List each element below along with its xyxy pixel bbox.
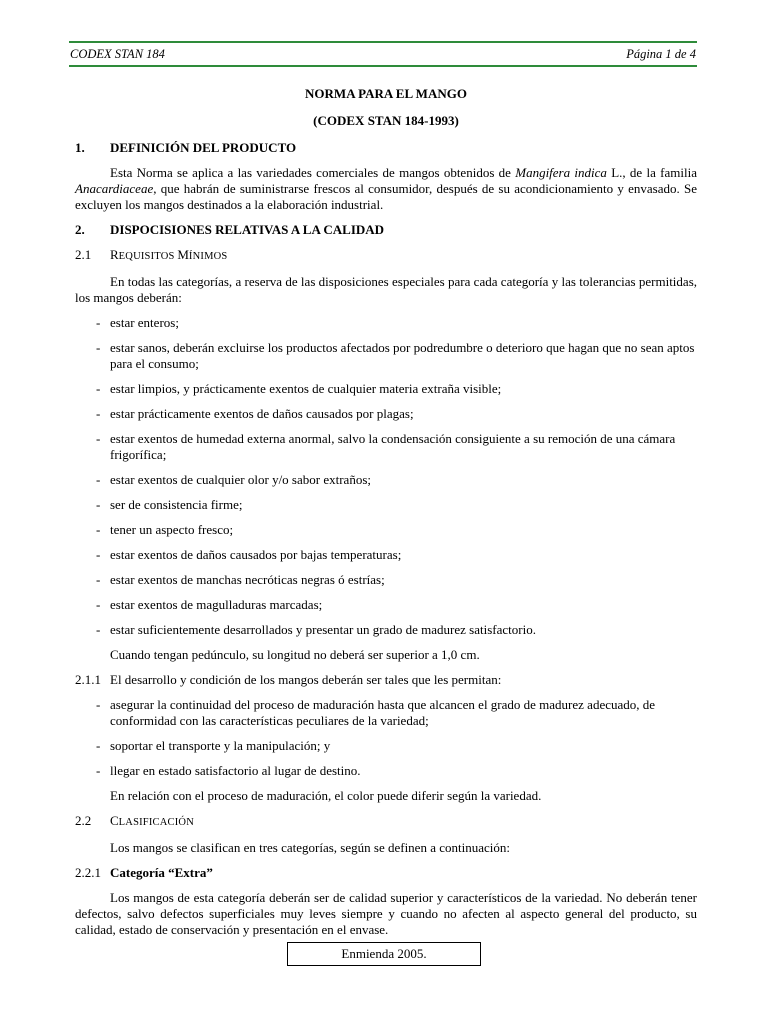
section-number: 2.1 bbox=[75, 247, 92, 262]
header-page-number: Página 1 de 4 bbox=[626, 47, 696, 61]
page-header bbox=[69, 41, 697, 67]
stem-length-note: Cuando tengan pedúnculo, su longitud no deberá ser superior a 1,0 cm. bbox=[110, 647, 480, 662]
text-run: , que habrán de suministrarse frescos al consumidor, después de su acondicionamiento y envasado. Se excluyen los mangos destinados a la elaboración industrial. bbox=[75, 181, 697, 212]
list-item-text: estar sanos, deberán excluirse los productos afectados por podredumbre o deterioro que hagan que no sean aptos para el consumo; bbox=[110, 340, 695, 371]
section-number: 2.2 bbox=[75, 813, 92, 828]
section-number: 2. bbox=[75, 222, 85, 237]
section-2-heading bbox=[75, 222, 697, 238]
section-title: El desarrollo y condición de los mangos deberán ser tales que les permitan: bbox=[110, 672, 502, 687]
document-body bbox=[75, 86, 697, 947]
list-item-text: asegurar la continuidad del proceso de maduración hasta que alcancen el grado de madurez adecuado, de conformidad con las características peculiares de la variedad; bbox=[110, 697, 656, 728]
dash-bullet: - bbox=[96, 340, 101, 355]
dash-bullet: - bbox=[96, 381, 101, 396]
list-item bbox=[75, 622, 697, 638]
ripening-color-note: En relación con el proceso de maduración, el color puede diferir según la variedad. bbox=[110, 788, 542, 803]
section-title: DISPOCISIONES RELATIVAS A LA CALIDAD bbox=[110, 222, 385, 237]
list-item bbox=[75, 547, 697, 563]
list-item-text: llegar en estado satisfactorio al lugar de destino. bbox=[110, 763, 361, 778]
list-item-text: estar prácticamente exentos de daños causados por plagas; bbox=[110, 406, 414, 421]
section-number: 2.1.1 bbox=[75, 672, 101, 687]
title-small: ÍNIMOS bbox=[188, 251, 228, 262]
document-subtitle: (CODEX STAN 184-1993) bbox=[313, 113, 459, 128]
list-item-text: ser de consistencia firme; bbox=[110, 497, 243, 512]
species-name: Mangifera indica bbox=[515, 165, 607, 180]
dash-bullet: - bbox=[96, 572, 101, 587]
title-cap: R bbox=[110, 247, 119, 262]
section-2-2-1-heading bbox=[75, 865, 697, 881]
section-title bbox=[110, 247, 697, 265]
list-item bbox=[75, 572, 697, 588]
section-1-heading bbox=[75, 140, 697, 156]
document-title: NORMA PARA EL MANGO bbox=[305, 86, 467, 101]
title-small: LASIFICACIÓN bbox=[118, 817, 194, 828]
section-2-1-1-heading bbox=[75, 672, 697, 688]
section-2-1-intro: En todas las categorías, a reserva de las disposiciones especiales para cada categoría y las tolerancias permitidas, los mangos deberán: bbox=[75, 274, 697, 305]
list-item-text: estar exentos de cualquier olor y/o sabor extraños; bbox=[110, 472, 371, 487]
list-item-text: estar exentos de daños causados por bajas temperaturas; bbox=[110, 547, 402, 562]
dash-bullet: - bbox=[96, 522, 101, 537]
section-2-2-heading bbox=[75, 813, 697, 831]
list-item-text: estar enteros; bbox=[110, 315, 179, 330]
list-item bbox=[75, 381, 697, 397]
header-standard-code: CODEX STAN 184 bbox=[70, 47, 165, 61]
dash-bullet: - bbox=[96, 472, 101, 487]
amendment-box: Enmienda 2005. bbox=[287, 942, 481, 966]
section-2-2-intro: Los mangos se clasifican en tres categorías, según se definen a continuación: bbox=[110, 840, 510, 855]
list-item-text: estar suficientemente desarrollados y presentar un grado de madurez satisfactorio. bbox=[110, 622, 536, 637]
list-item-text: soportar el transporte y la manipulación; y bbox=[110, 738, 331, 753]
section-2-1-heading bbox=[75, 247, 697, 265]
text-run: Esta Norma se aplica a las variedades comerciales de mangos obtenidos de bbox=[110, 165, 516, 180]
section-title: DEFINICIÓN DEL PRODUCTO bbox=[110, 140, 297, 155]
list-item-text: estar limpios, y prácticamente exentos de cualquier materia extraña visible; bbox=[110, 381, 502, 396]
section-number: 2.2.1 bbox=[75, 865, 101, 880]
list-item bbox=[75, 315, 697, 331]
dash-bullet: - bbox=[96, 406, 101, 421]
list-item-text: estar exentos de manchas necróticas negras ó estrías; bbox=[110, 572, 385, 587]
list-item-text: estar exentos de humedad externa anormal, salvo la condensación consiguiente a su remoción de una cámara frigorífica; bbox=[110, 431, 676, 462]
list-item bbox=[75, 497, 697, 513]
section-title bbox=[110, 813, 697, 831]
dash-bullet: - bbox=[96, 597, 101, 612]
section-2-2-1-paragraph: Los mangos de esta categoría deberán ser de calidad superior y característicos de la variedad. No deberán tener defectos, salvo defectos superficiales muy leves siempre y cuando no afecten al aspecto general del producto, su calidad, estado de conservación y presentación en el envase. bbox=[75, 890, 697, 937]
title-small: EQUISITOS bbox=[118, 251, 178, 262]
list-item bbox=[75, 340, 697, 372]
dash-bullet: - bbox=[96, 622, 101, 637]
dash-bullet: - bbox=[96, 697, 101, 712]
dash-bullet: - bbox=[96, 497, 101, 512]
section-number: 1. bbox=[75, 140, 85, 155]
title-cap: C bbox=[110, 813, 119, 828]
dash-bullet: - bbox=[96, 738, 101, 753]
text-run: L., de la familia bbox=[606, 165, 697, 180]
list-item bbox=[75, 431, 697, 463]
section-1-paragraph bbox=[75, 165, 697, 213]
list-item bbox=[75, 597, 697, 613]
list-item bbox=[75, 763, 697, 779]
list-item bbox=[75, 472, 697, 488]
dash-bullet: - bbox=[96, 431, 101, 446]
list-item bbox=[75, 522, 697, 538]
development-list bbox=[75, 697, 697, 779]
family-name: Anacardiaceae bbox=[75, 181, 154, 196]
list-item bbox=[75, 697, 697, 729]
list-item-text: tener un aspecto fresco; bbox=[110, 522, 234, 537]
dash-bullet: - bbox=[96, 315, 101, 330]
dash-bullet: - bbox=[96, 547, 101, 562]
list-item bbox=[75, 406, 697, 422]
dash-bullet: - bbox=[96, 763, 101, 778]
requirements-list bbox=[75, 315, 697, 638]
list-item bbox=[75, 738, 697, 754]
list-item-text: estar exentos de magulladuras marcadas; bbox=[110, 597, 323, 612]
section-title: Categoría “Extra” bbox=[110, 865, 213, 880]
title-cap: M bbox=[177, 247, 189, 262]
